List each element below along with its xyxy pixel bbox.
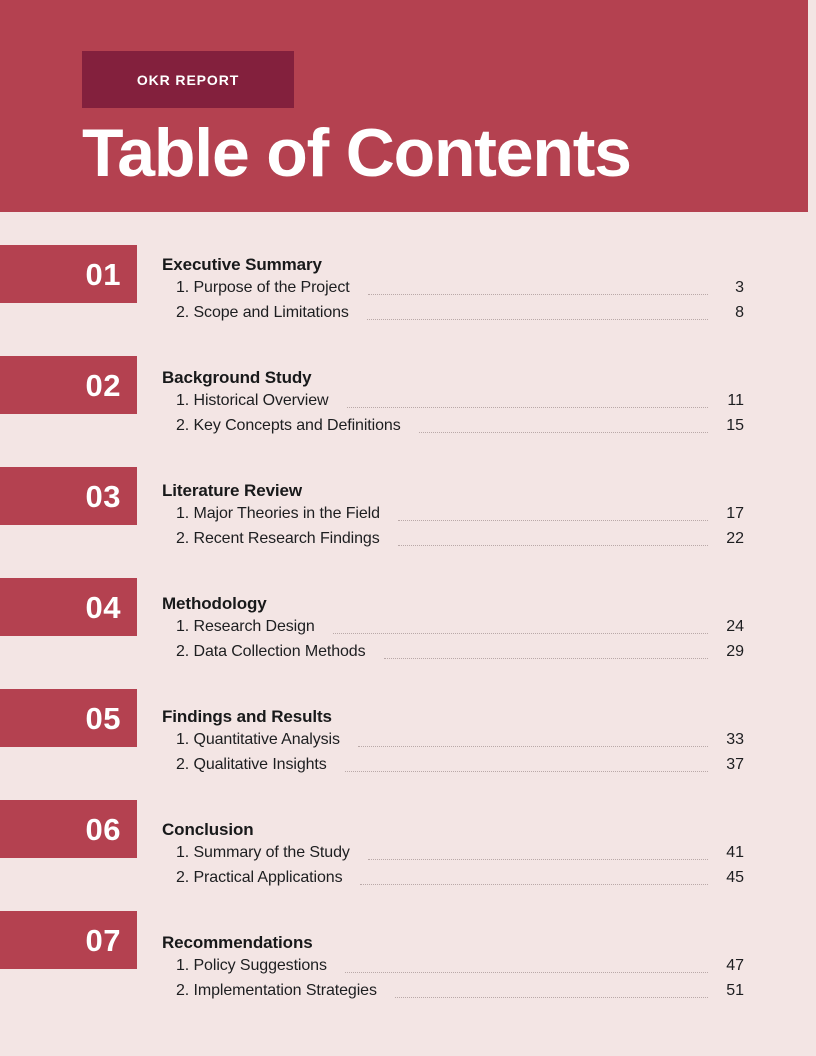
section-title: Recommendations <box>162 933 313 952</box>
toc-entry-page-number: 24 <box>726 618 744 635</box>
toc-entry[interactable] <box>162 392 744 417</box>
toc-entry-page-number: 33 <box>726 731 744 748</box>
section-number-chip <box>0 911 137 969</box>
toc-entry-page-number: 47 <box>726 957 744 974</box>
toc-entry-page-number: 15 <box>726 417 744 434</box>
toc-entry-label: 2. Data Collection Methods <box>176 643 366 660</box>
toc-entry[interactable] <box>162 618 744 643</box>
section-title: Executive Summary <box>162 255 322 274</box>
toc-entry-page-number: 37 <box>726 756 744 773</box>
toc-entry-page-number: 8 <box>735 304 744 321</box>
table-of-contents <box>0 212 816 999</box>
toc-section <box>0 323 816 434</box>
dot-leader <box>368 858 708 860</box>
toc-entry[interactable] <box>162 982 744 1007</box>
toc-entry-label: 2. Implementation Strategies <box>176 982 377 999</box>
section-title: Methodology <box>162 594 267 613</box>
toc-entry-page-number: 41 <box>726 844 744 861</box>
section-title: Background Study <box>162 368 312 387</box>
dot-leader <box>345 971 708 973</box>
toc-entry-label: 2. Qualitative Insights <box>176 756 327 773</box>
toc-entry-page-number: 51 <box>726 982 744 999</box>
dot-leader <box>347 406 708 408</box>
toc-section <box>0 767 816 886</box>
toc-entry-page-number: 17 <box>726 505 744 522</box>
toc-section <box>0 212 816 323</box>
section-number-chip <box>0 689 137 747</box>
dot-leader <box>358 745 708 747</box>
dot-leader <box>333 632 708 634</box>
toc-entry-label: 1. Research Design <box>176 618 315 635</box>
toc-entry[interactable] <box>162 279 744 304</box>
page-header <box>0 0 808 212</box>
section-body <box>162 367 744 442</box>
toc-section <box>0 545 816 660</box>
dot-leader <box>368 293 708 295</box>
section-number-chip <box>0 356 137 414</box>
section-number-label: 03 <box>85 478 121 514</box>
toc-entry-page-number: 45 <box>726 869 744 886</box>
page-title: Table of Contents <box>82 115 631 191</box>
section-body <box>162 480 744 555</box>
toc-entry-label: 2. Practical Applications <box>176 869 343 886</box>
section-number-label: 04 <box>85 589 121 625</box>
dot-leader <box>395 996 708 998</box>
dot-leader <box>419 431 708 433</box>
toc-section <box>0 878 816 999</box>
section-number-label: 06 <box>85 811 121 847</box>
toc-entry-page-number: 3 <box>735 279 744 296</box>
section-number-chip <box>0 800 137 858</box>
toc-entry-label: 1. Summary of the Study <box>176 844 350 861</box>
toc-entry-label: 2. Recent Research Findings <box>176 530 380 547</box>
dot-leader <box>367 318 708 320</box>
toc-entry-label: 1. Historical Overview <box>176 392 329 409</box>
section-number-label: 05 <box>85 700 121 736</box>
section-number-chip <box>0 467 137 525</box>
toc-entry[interactable] <box>162 731 744 756</box>
toc-entry-label: 1. Purpose of the Project <box>176 279 350 296</box>
toc-entry-page-number: 22 <box>726 530 744 547</box>
section-title: Conclusion <box>162 820 254 839</box>
section-title: Findings and Results <box>162 707 332 726</box>
dot-leader <box>398 519 708 521</box>
toc-entry[interactable] <box>162 957 744 982</box>
toc-entry-page-number: 29 <box>726 643 744 660</box>
section-body <box>162 254 744 329</box>
toc-section <box>0 656 816 773</box>
section-title: Literature Review <box>162 481 303 500</box>
toc-entry-label: 2. Key Concepts and Definitions <box>176 417 401 434</box>
toc-section <box>0 434 816 545</box>
toc-entry-page-number: 11 <box>727 392 744 409</box>
toc-entry-label: 1. Major Theories in the Field <box>176 505 380 522</box>
report-type-badge <box>82 51 294 108</box>
report-type-label: OKR REPORT <box>136 71 240 88</box>
section-number-label: 07 <box>85 922 121 958</box>
section-number-label: 01 <box>85 256 121 292</box>
toc-entry[interactable] <box>162 844 744 869</box>
section-number-chip <box>0 578 137 636</box>
toc-entry[interactable] <box>162 505 744 530</box>
section-number-chip <box>0 245 137 303</box>
toc-entry-label: 2. Scope and Limitations <box>176 304 349 321</box>
toc-entry-label: 1. Policy Suggestions <box>176 957 327 974</box>
toc-entry-label: 1. Quantitative Analysis <box>176 731 340 748</box>
section-body <box>162 932 744 1007</box>
section-number-label: 02 <box>85 367 121 403</box>
